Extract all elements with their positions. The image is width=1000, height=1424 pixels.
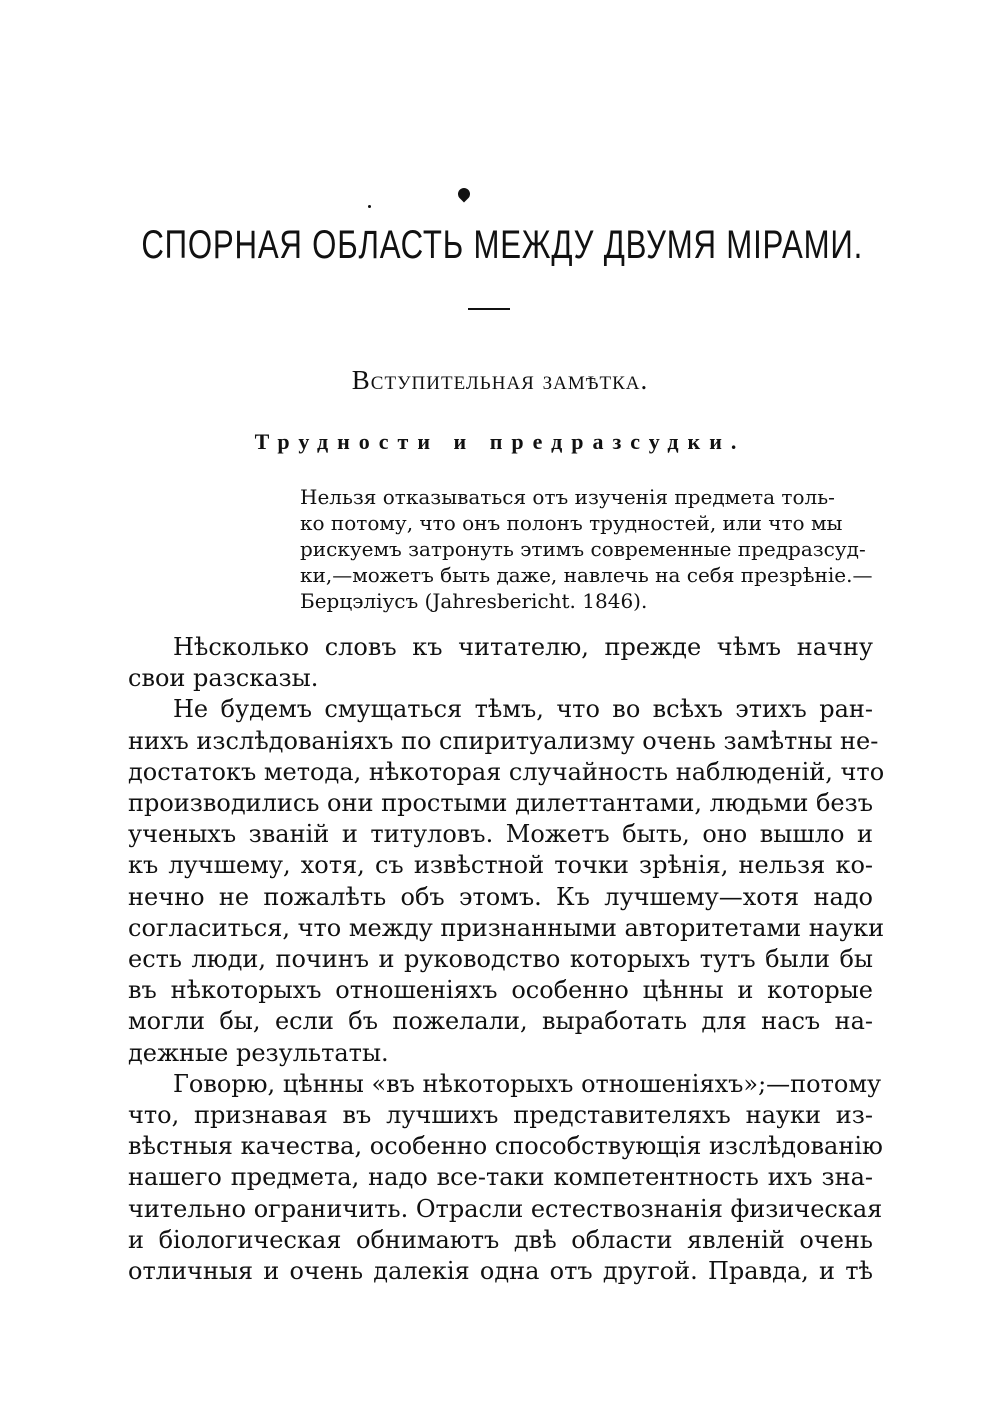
body-line: производились они простыми дилеттантами, людьми безъ [128,789,873,818]
main-title: СПОРНАЯ ОБЛАСТЬ МЕЖДУ ДВУМЯ МІРАМИ. [141,223,864,267]
ornament-icon [456,186,473,203]
body-line: нечно не пожалѣть объ этомъ. Къ лучшему—хотя надо [128,882,873,911]
body-text [128,632,885,1287]
body-line: могли бы, если бъ пожелали, выработать для насъ на- [128,1007,873,1036]
body-line: къ лучшему, хотя, съ извѣстной точки зрѣнія, нельзя ко- [128,851,873,880]
epigraph-line: Нельзя отказываться отъ изученія предмета толь- [300,485,835,509]
print-speck [368,205,371,208]
body-line: согласиться, что между признанными авторитетами науки [128,913,885,942]
body-line: отличныя и очень далекія одна отъ другой. Правда, и тѣ [128,1257,873,1286]
section-title: Вступительная замѣтка. [351,365,649,395]
body-line: достатокъ метода, нѣкоторая случайность наблюденій, что [128,757,885,786]
body-line: свои разсказы. [128,664,319,693]
body-line: ученыхъ званій и титуловъ. Можетъ быть, оно вышло и [128,820,873,849]
body-line: Не будемъ смущаться тѣмъ, что во всѣхъ этихъ ран- [173,695,873,724]
body-line: и біологическая обнимаютъ двѣ области явленій очень [128,1225,873,1254]
subsection-title: Трудности и предразсудки. [254,429,746,454]
body-line: нихъ изслѣдованіяхъ по спиритуализму очень замѣтны не- [128,726,879,755]
title-divider [468,308,510,310]
epigraph-line: ко потому, что онъ полонъ трудностей, или что мы [300,511,843,535]
body-line: что, признавая въ лучшихъ представителяхъ науки из- [128,1101,873,1130]
body-line: вѣстныя качества, особенно способствующія изслѣдованію [128,1132,883,1161]
body-line: есть люди, починъ и руководство которыхъ тутъ были бы [128,945,873,974]
body-line: дежные результаты. [128,1038,389,1067]
epigraph [300,484,878,614]
body-line: Нѣсколько словъ къ читателю, прежде чѣмъ начну [173,633,873,661]
body-line: чительно ограничить. Отрасли естествознанія физическая [128,1194,883,1223]
epigraph-attribution: Берцэліусъ (Jahresbericht. 1846). [300,589,648,613]
body-line: нашего предмета, надо все-таки компетентность ихъ зна- [128,1163,873,1192]
epigraph-line: ки,—можетъ быть даже, навлечь на себя презрѣніе.— [300,563,873,587]
body-line: Говорю, цѣнны «въ нѣкоторыхъ отношеніяхъ»;—потому [173,1069,882,1098]
epigraph-line: рискуемъ затронуть этимъ современные предразсуд- [300,537,866,561]
body-line: въ нѣкоторыхъ отношеніяхъ особенно цѣнны и которые [128,976,873,1005]
